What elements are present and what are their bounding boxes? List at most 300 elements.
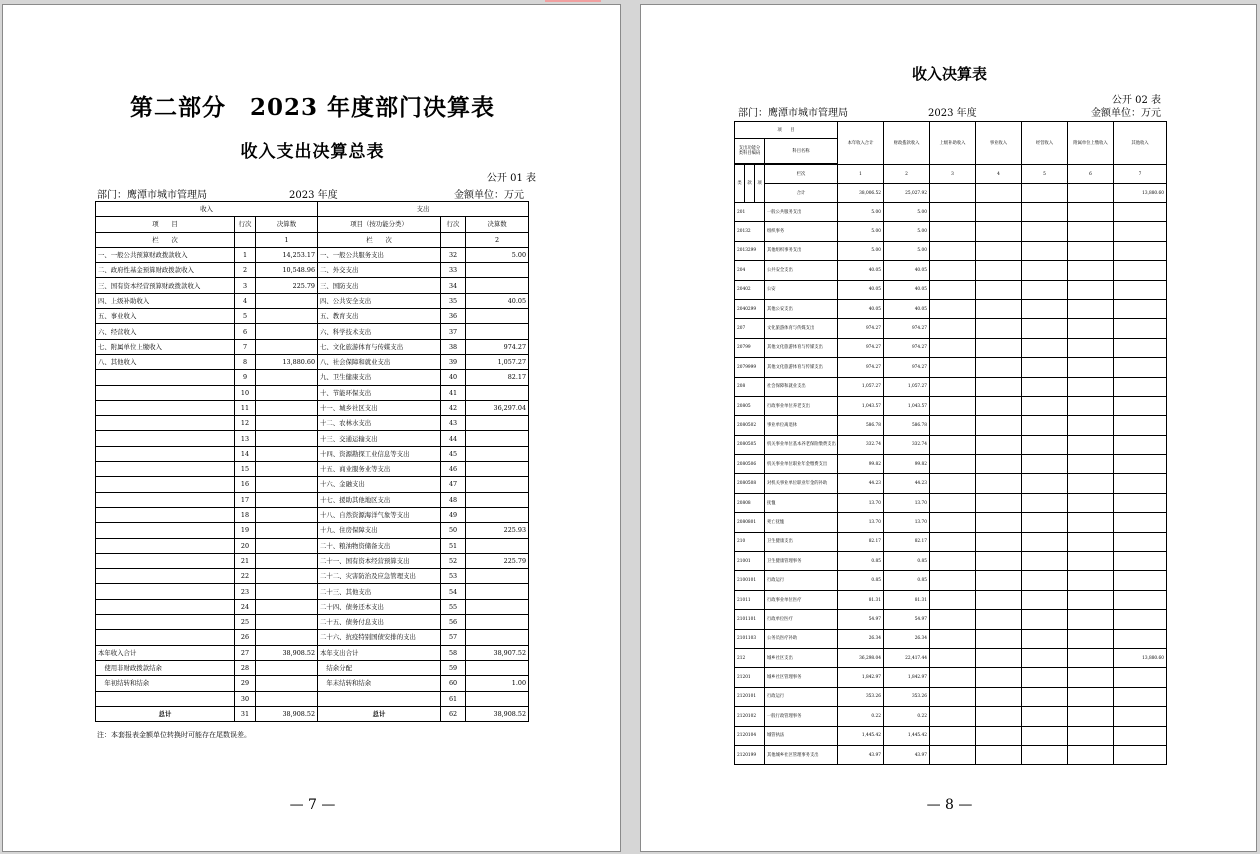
table-cell: [256, 615, 318, 630]
amount-cell: 40.05: [838, 299, 884, 318]
amount-cell: [976, 455, 1022, 474]
amount-cell: [930, 299, 976, 318]
amount-cell: [1022, 532, 1068, 551]
col-item-func: 项目（按功能分类）: [318, 217, 441, 232]
table-cell: 五、事业收入: [96, 309, 235, 324]
name-cell: 其他组织事务支出: [765, 241, 838, 260]
table-cell: [466, 492, 529, 507]
code-cell: 2120199: [735, 745, 765, 764]
table-cell: 19: [235, 523, 256, 538]
table-row: [735, 222, 1167, 241]
amount-cell: [1068, 590, 1114, 609]
table-cell: 48: [441, 492, 466, 507]
table-cell: [256, 584, 318, 599]
amount-cell: [1068, 745, 1114, 764]
amount-cell: [976, 532, 1022, 551]
table-cell: 七、文化旅游体育与传媒支出: [318, 339, 441, 354]
amount-cell: [1022, 299, 1068, 318]
table-cell: 40.05: [466, 293, 529, 308]
amount-cell: [930, 319, 976, 338]
col-header-4: 事业收入: [976, 122, 1022, 165]
amount-cell: [976, 707, 1022, 726]
table-cell: 十五、商业服务业等支出: [318, 462, 441, 477]
code-cell: 20799: [735, 338, 765, 357]
table-cell: [256, 462, 318, 477]
total-cell: [976, 184, 1022, 203]
code-cell: 20132: [735, 222, 765, 241]
page-number: — 8 —: [926, 797, 973, 813]
lei-label: 类: [735, 165, 745, 203]
amount-cell: [976, 552, 1022, 571]
table-cell: 六、经营收入: [96, 324, 235, 339]
table-cell: 总计: [318, 706, 441, 721]
amount-cell: [1114, 687, 1167, 706]
table-cell: [96, 400, 235, 415]
empty-cell: [235, 232, 256, 247]
table-row: [735, 532, 1167, 551]
amount-cell: 44.23: [838, 474, 884, 493]
unit-label: 金额单位：万元: [454, 190, 524, 201]
amount-cell: 974.27: [884, 319, 930, 338]
table-cell: 27: [235, 645, 256, 660]
amount-cell: [930, 358, 976, 377]
amount-cell: [1022, 513, 1068, 532]
table-cell: 五、教育支出: [318, 309, 441, 324]
table-cell: 42: [441, 400, 466, 415]
code-cell: 204: [735, 261, 765, 280]
table-cell: [256, 691, 318, 706]
table-row: [96, 676, 529, 691]
col-number-6: 6: [1068, 165, 1114, 184]
amount-cell: 13.70: [838, 513, 884, 532]
amount-cell: [976, 396, 1022, 415]
code-cell: 208: [735, 377, 765, 396]
table-cell: 24: [235, 599, 256, 614]
table-cell: 50: [441, 523, 466, 538]
table-row: [96, 615, 529, 630]
total-cell: 13,880.60: [1114, 184, 1167, 203]
amount-cell: 1,043.57: [838, 396, 884, 415]
page-number: — 7 —: [289, 797, 336, 813]
col-line: 行次: [441, 217, 466, 232]
code-cell: 2040299: [735, 299, 765, 318]
table-row: [735, 280, 1167, 299]
code-cell: 21201: [735, 668, 765, 687]
name-cell: 卫生健康管理事务: [765, 552, 838, 571]
table-cell: [96, 691, 235, 706]
table-row: [96, 293, 529, 308]
amount-cell: [1022, 455, 1068, 474]
table-cell: 十四、资源勘探工业信息等支出: [318, 446, 441, 461]
table-row: [96, 400, 529, 415]
table-cell: 37: [441, 324, 466, 339]
table-cell: [96, 569, 235, 584]
amount-cell: [1022, 377, 1068, 396]
table-cell: 二十一、国有资本经营预算支出: [318, 553, 441, 568]
table-row: [96, 492, 529, 507]
table-cell: [466, 538, 529, 553]
amount-cell: 54.97: [884, 610, 930, 629]
amount-cell: 332.74: [838, 435, 884, 454]
table-cell: 本年支出合计: [318, 645, 441, 660]
name-cell: 一般行政管理事务: [765, 707, 838, 726]
amount-cell: [930, 707, 976, 726]
page-7: [2, 4, 621, 852]
table-row: [735, 513, 1167, 532]
table-cell: 年初结转和结余: [96, 676, 235, 691]
table-cell: 62: [441, 706, 466, 721]
table-cell: 七、附属单位上缴收入: [96, 339, 235, 354]
col-header-3: 上级补助收入: [930, 122, 976, 165]
amount-cell: 974.27: [884, 338, 930, 357]
amount-cell: [976, 416, 1022, 435]
col-number-3: 3: [930, 165, 976, 184]
table-cell: 二十四、债务还本支出: [318, 599, 441, 614]
table-cell: [466, 660, 529, 675]
amount-cell: [930, 455, 976, 474]
amount-cell: 40.05: [884, 280, 930, 299]
table-cell: [256, 676, 318, 691]
code-cell: 2013299: [735, 241, 765, 260]
amount-cell: [1068, 687, 1114, 706]
table-row: [735, 241, 1167, 260]
table-cell: 45: [441, 446, 466, 461]
table-cell: 6: [235, 324, 256, 339]
amount-cell: [1114, 416, 1167, 435]
name-cell: 一般公共服务支出: [765, 203, 838, 222]
table-cell: [256, 431, 318, 446]
col-line: 行次: [235, 217, 256, 232]
table-row: [735, 474, 1167, 493]
table-cell: [466, 431, 529, 446]
amount-cell: [1114, 474, 1167, 493]
table-cell: 8: [235, 354, 256, 369]
amount-cell: [1068, 474, 1114, 493]
name-cell: 城乡社区管理事务: [765, 668, 838, 687]
amount-cell: [1114, 571, 1167, 590]
table-cell: 二十三、其他支出: [318, 584, 441, 599]
table-cell: [466, 416, 529, 431]
amount-cell: 1,842.97: [884, 668, 930, 687]
table-cell: 八、其他收入: [96, 354, 235, 369]
code-cell: 2120104: [735, 726, 765, 745]
table-cell: 九、卫生健康支出: [318, 370, 441, 385]
amount-cell: 1,445.42: [838, 726, 884, 745]
table-row: [96, 385, 529, 400]
table-cell: 51: [441, 538, 466, 553]
table-cell: 八、社会保障和就业支出: [318, 354, 441, 369]
table-cell: [96, 492, 235, 507]
table-cell: 本年收入合计: [96, 645, 235, 660]
amount-cell: [1068, 707, 1114, 726]
amount-cell: [976, 241, 1022, 260]
code-cell: 2120101: [735, 687, 765, 706]
table-cell: 十一、城乡社区支出: [318, 400, 441, 415]
amount-cell: 82.17: [884, 532, 930, 551]
table-row: [96, 599, 529, 614]
amount-cell: [930, 474, 976, 493]
table-cell: [256, 599, 318, 614]
table-row: [96, 523, 529, 538]
amount-cell: [930, 687, 976, 706]
table-cell: 17: [235, 492, 256, 507]
amount-cell: [1068, 377, 1114, 396]
total-cell: 38,006.52: [838, 184, 884, 203]
table-cell: [466, 309, 529, 324]
table-row: [735, 552, 1167, 571]
table-cell: 四、公共安全支出: [318, 293, 441, 308]
amount-cell: 332.74: [884, 435, 930, 454]
amount-cell: [1068, 299, 1114, 318]
table-row: [735, 745, 1167, 764]
table-cell: 十六、金融支出: [318, 477, 441, 492]
amount-cell: [976, 280, 1022, 299]
code-cell: 2101103: [735, 629, 765, 648]
name-cell: 公务员医疗补助: [765, 629, 838, 648]
lanci-label: 栏次: [765, 165, 838, 184]
name-cell: 机关事业单位基本养老保险缴费支出: [765, 435, 838, 454]
code-cell: 20805: [735, 396, 765, 415]
table-cell: 82.17: [466, 370, 529, 385]
heji-label: 合计: [765, 184, 838, 203]
table-cell: 41: [441, 385, 466, 400]
amount-cell: [1022, 610, 1068, 629]
amount-cell: 81.31: [838, 590, 884, 609]
name-cell: 对机关事业单位职业年金的补助: [765, 474, 838, 493]
amount-cell: 5.00: [884, 222, 930, 241]
amount-cell: [1114, 726, 1167, 745]
table-cell: [466, 691, 529, 706]
table-cell: [96, 538, 235, 553]
amount-cell: [1068, 493, 1114, 512]
code-cell: 2101101: [735, 610, 765, 629]
amount-cell: 54.97: [838, 610, 884, 629]
amount-cell: [1022, 319, 1068, 338]
table-cell: [256, 385, 318, 400]
col-number-2: 2: [884, 165, 930, 184]
table-cell: 二十、粮油物资储备支出: [318, 538, 441, 553]
table-row: [735, 493, 1167, 512]
table-row: [735, 338, 1167, 357]
amount-cell: [1114, 745, 1167, 764]
table-cell: 38,908.52: [466, 706, 529, 721]
amount-cell: [976, 377, 1022, 396]
code-cell: 2080506: [735, 455, 765, 474]
amount-cell: [1022, 687, 1068, 706]
table-cell: [466, 477, 529, 492]
amount-cell: [1068, 203, 1114, 222]
table-cell: 13: [235, 431, 256, 446]
table-cell: [256, 309, 318, 324]
name-cell: 其他城乡社区管理事务支出: [765, 745, 838, 764]
col-amount: 决算数: [256, 217, 318, 232]
table-cell: 十三、交通运输支出: [318, 431, 441, 446]
table-cell: 11: [235, 400, 256, 415]
amount-cell: [1068, 416, 1114, 435]
unit-label: 金额单位：万元: [1091, 108, 1161, 119]
table-cell: 1.00: [466, 676, 529, 691]
amount-cell: [1068, 648, 1114, 667]
amount-cell: 1,842.97: [838, 668, 884, 687]
name-cell: 事业单位离退休: [765, 416, 838, 435]
table-row: [96, 630, 529, 645]
table-cell: 33: [441, 263, 466, 278]
amount-cell: [930, 726, 976, 745]
amount-cell: [1114, 280, 1167, 299]
table-cell: 13,880.60: [256, 354, 318, 369]
table-row: [735, 571, 1167, 590]
table-header-lanci: [96, 232, 529, 247]
table-cell: [96, 553, 235, 568]
amount-cell: [1114, 319, 1167, 338]
amount-cell: [1022, 358, 1068, 377]
code-cell: 2120102: [735, 707, 765, 726]
amount-cell: [1022, 203, 1068, 222]
table-row: [96, 584, 529, 599]
table-cell: [256, 660, 318, 675]
table-cell: [256, 630, 318, 645]
header-row-1: [735, 122, 1167, 139]
table-cell: 39: [441, 354, 466, 369]
table-title: 收入决算表: [911, 65, 987, 83]
table-cell: [466, 462, 529, 477]
amount-cell: 974.27: [838, 338, 884, 357]
table-row: [735, 629, 1167, 648]
table-cell: 14,253.17: [256, 247, 318, 262]
amount-cell: [930, 590, 976, 609]
table-cell: 3: [235, 278, 256, 293]
table-row: [96, 431, 529, 446]
lanci-label: 栏 次: [96, 232, 235, 247]
table-cell: [256, 507, 318, 522]
table-cell: [466, 446, 529, 461]
col-amount: 决算数: [466, 217, 529, 232]
table-cell: 一、一般公共服务支出: [318, 247, 441, 262]
col-number-2: 2: [466, 232, 529, 247]
amount-cell: 0.85: [884, 571, 930, 590]
table-cell: [96, 462, 235, 477]
table-row: [96, 446, 529, 461]
table-row: [96, 507, 529, 522]
table-cell: 14: [235, 446, 256, 461]
amount-cell: 974.27: [884, 358, 930, 377]
amount-cell: [1068, 571, 1114, 590]
amount-cell: [930, 745, 976, 764]
code-cell: 20808: [735, 493, 765, 512]
table-cell: 46: [441, 462, 466, 477]
amount-cell: 586.78: [838, 416, 884, 435]
code-cell: 21011: [735, 590, 765, 609]
amount-cell: 5.00: [838, 241, 884, 260]
table-cell: 结余分配: [318, 660, 441, 675]
table-cell: 5: [235, 309, 256, 324]
table-cell: 34: [441, 278, 466, 293]
amount-cell: 1,043.57: [884, 396, 930, 415]
amount-cell: [1114, 455, 1167, 474]
amount-cell: 1,057.27: [884, 377, 930, 396]
amount-cell: 40.05: [884, 299, 930, 318]
amount-cell: [1068, 455, 1114, 474]
amount-cell: [930, 416, 976, 435]
table-cell: [466, 385, 529, 400]
table-cell: [256, 446, 318, 461]
amount-cell: [930, 610, 976, 629]
amount-cell: 13.70: [884, 493, 930, 512]
table-cell: 9: [235, 370, 256, 385]
table-cell: 二十二、灾害防治及应急管理支出: [318, 569, 441, 584]
table-cell: 25: [235, 615, 256, 630]
table-cell: 2: [235, 263, 256, 278]
page-title: 第二部分 2023 年度部门决算表: [129, 94, 496, 121]
amount-cell: 81.31: [884, 590, 930, 609]
code-cell: 201: [735, 203, 765, 222]
amount-cell: [1022, 435, 1068, 454]
col-number-5: 5: [1022, 165, 1068, 184]
amount-cell: [976, 435, 1022, 454]
table-row: [735, 203, 1167, 222]
name-cell: 机关事业单位职业年金缴费支出: [765, 455, 838, 474]
amount-cell: 36,298.04: [838, 648, 884, 667]
table-cell: 36: [441, 309, 466, 324]
amount-cell: [1114, 532, 1167, 551]
amount-cell: 26.34: [838, 629, 884, 648]
table-row: [96, 706, 529, 721]
amount-cell: [1114, 241, 1167, 260]
table-cell: 十二、农林水支出: [318, 416, 441, 431]
table-cell: 4: [235, 293, 256, 308]
total-row: [735, 184, 1167, 203]
table-cell: 60: [441, 676, 466, 691]
amount-cell: [930, 435, 976, 454]
footnote: 注：本套报表金额单位转换时可能存在尾数误差。: [97, 731, 251, 739]
name-cell: 其他文化旅游体育与传媒支出: [765, 338, 838, 357]
table-cell: [256, 553, 318, 568]
amount-cell: [930, 668, 976, 687]
amount-cell: 22,417.44: [884, 648, 930, 667]
table-cell: 59: [441, 660, 466, 675]
name-cell: 城管执法: [765, 726, 838, 745]
xiang-label: 项: [755, 165, 765, 203]
table-cell: [466, 278, 529, 293]
amount-cell: 1,057.27: [838, 377, 884, 396]
amount-cell: [1114, 261, 1167, 280]
table-header-columns: [96, 217, 529, 232]
name-cell: 行政单位医疗: [765, 610, 838, 629]
table-cell: [256, 324, 318, 339]
table-cell: 1,057.27: [466, 354, 529, 369]
table-row: [96, 645, 529, 660]
amount-cell: [1114, 396, 1167, 415]
table-cell: 54: [441, 584, 466, 599]
amount-cell: 586.78: [884, 416, 930, 435]
col-header-2: 财政拨款收入: [884, 122, 930, 165]
amount-cell: [1022, 338, 1068, 357]
income-header: 收入: [96, 202, 318, 217]
table-cell: 12: [235, 416, 256, 431]
name-cell: 行政运行: [765, 687, 838, 706]
amount-cell: [976, 571, 1022, 590]
amount-cell: [930, 396, 976, 415]
table-cell: [466, 507, 529, 522]
table-row: [735, 687, 1167, 706]
amount-cell: 0.22: [884, 707, 930, 726]
amount-cell: [1022, 222, 1068, 241]
table-cell: 38,908.52: [256, 706, 318, 721]
table-cell: 52: [441, 553, 466, 568]
table-cell: 15: [235, 462, 256, 477]
table-cell: 二十五、债务付息支出: [318, 615, 441, 630]
amount-cell: [1068, 338, 1114, 357]
